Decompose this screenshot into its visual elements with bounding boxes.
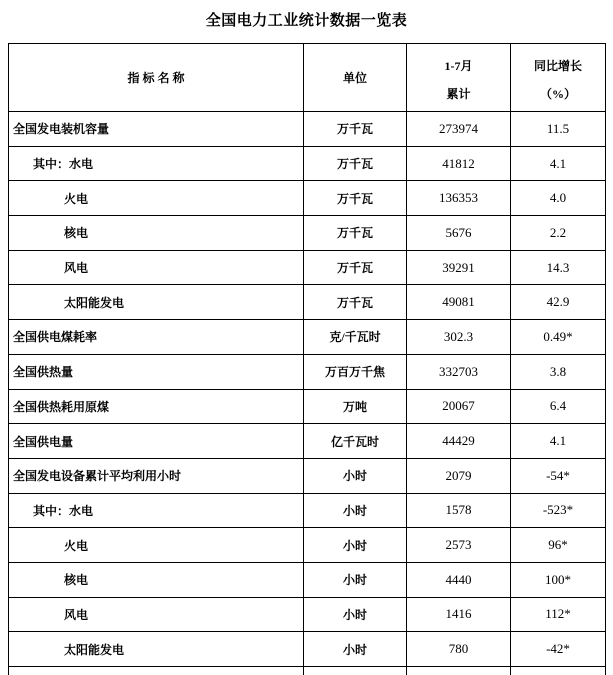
table-row [9, 181, 606, 216]
header-period [407, 44, 511, 112]
indicator-cell: 风电 [9, 250, 304, 285]
growth-cell: -54* [511, 458, 606, 493]
header-unit-label: 单位 [342, 71, 367, 85]
unit-cell: 小时 [304, 632, 407, 667]
value-cell: 2079 [407, 458, 511, 493]
growth-cell: 2.2 [511, 216, 606, 251]
unit-cell: 小时 [304, 458, 407, 493]
indicator-cell: 其中：水电 [9, 493, 304, 528]
unit-cell [304, 667, 407, 675]
unit-cell: 万千瓦 [304, 250, 407, 285]
value-cell: 49081 [407, 285, 511, 320]
indicator-cell [9, 667, 304, 675]
indicator-cell: 核电 [9, 216, 304, 251]
header-yoy [511, 44, 606, 112]
growth-cell: 96* [511, 528, 606, 563]
unit-cell: 万千瓦 [304, 112, 407, 147]
indicator-cell: 全国发电装机容量 [9, 112, 304, 147]
indicator-cell: 全国供热量 [9, 354, 304, 389]
unit-cell: 万千瓦 [304, 216, 407, 251]
value-cell: 41812 [407, 146, 511, 181]
value-cell: 4440 [407, 562, 511, 597]
growth-cell: 4.1 [511, 424, 606, 459]
growth-cell: -523* [511, 493, 606, 528]
value-cell: 20067 [407, 389, 511, 424]
table-row [9, 285, 606, 320]
growth-cell: 11.5 [511, 112, 606, 147]
indicator-cell: 全国供电量 [9, 424, 304, 459]
indicator-cell: 核电 [9, 562, 304, 597]
indicator-cell: 太阳能发电 [9, 285, 304, 320]
table-row [9, 528, 606, 563]
header-indicator [9, 44, 304, 112]
header-yoy-line2: （%） [539, 87, 576, 101]
value-cell: 273974 [407, 112, 511, 147]
header-period-line1: 1-7月 [444, 59, 473, 73]
growth-cell: 112* [511, 597, 606, 632]
unit-cell: 小时 [304, 493, 407, 528]
unit-cell: 万千瓦 [304, 146, 407, 181]
indicator-cell: 全国发电设备累计平均利用小时 [9, 458, 304, 493]
table-row [9, 632, 606, 667]
unit-cell: 小时 [304, 562, 407, 597]
unit-cell: 亿千瓦时 [304, 424, 407, 459]
indicator-cell: 太阳能发电 [9, 632, 304, 667]
unit-cell: 万百万千焦 [304, 354, 407, 389]
indicator-cell: 其中：水电 [9, 146, 304, 181]
value-cell: 302.3 [407, 320, 511, 355]
unit-cell: 万千瓦 [304, 285, 407, 320]
value-cell: 5676 [407, 216, 511, 251]
indicator-cell: 风电 [9, 597, 304, 632]
table-row-partial [9, 667, 606, 675]
value-cell: 1416 [407, 597, 511, 632]
table-row [9, 389, 606, 424]
growth-cell: 6.4 [511, 389, 606, 424]
unit-cell: 小时 [304, 597, 407, 632]
table-row [9, 597, 606, 632]
table-body [9, 112, 606, 675]
growth-cell: 100* [511, 562, 606, 597]
unit-cell: 万千瓦 [304, 181, 407, 216]
table-row [9, 458, 606, 493]
table-row [9, 424, 606, 459]
growth-cell: 3.8 [511, 354, 606, 389]
growth-cell: -42* [511, 632, 606, 667]
header-indicator-label: 指 标 名 称 [127, 71, 185, 85]
value-cell: 2573 [407, 528, 511, 563]
indicator-cell: 全国供电煤耗率 [9, 320, 304, 355]
growth-cell [511, 667, 606, 675]
table-row [9, 354, 606, 389]
table-row [9, 112, 606, 147]
header-yoy-line1: 同比增长 [533, 59, 582, 73]
table-row [9, 146, 606, 181]
indicator-cell: 火电 [9, 181, 304, 216]
indicator-cell: 全国供热耗用原煤 [9, 389, 304, 424]
value-cell: 780 [407, 632, 511, 667]
value-cell: 136353 [407, 181, 511, 216]
unit-cell: 万吨 [304, 389, 407, 424]
growth-cell: 0.49* [511, 320, 606, 355]
table-row [9, 250, 606, 285]
value-cell: 1578 [407, 493, 511, 528]
growth-cell: 42.9 [511, 285, 606, 320]
value-cell [407, 667, 511, 675]
table-row [9, 320, 606, 355]
table-row [9, 562, 606, 597]
unit-cell: 小时 [304, 528, 407, 563]
header-unit [304, 44, 407, 112]
header-row [9, 44, 606, 112]
value-cell: 44429 [407, 424, 511, 459]
table-row [9, 493, 606, 528]
growth-cell: 4.1 [511, 146, 606, 181]
value-cell: 332703 [407, 354, 511, 389]
growth-cell: 4.0 [511, 181, 606, 216]
statistics-table [8, 43, 606, 675]
indicator-cell: 火电 [9, 528, 304, 563]
growth-cell: 14.3 [511, 250, 606, 285]
value-cell: 39291 [407, 250, 511, 285]
unit-cell: 克/千瓦时 [304, 320, 407, 355]
header-period-line2: 累计 [446, 87, 471, 101]
page-title: 全国电力工业统计数据一览表 [205, 13, 408, 29]
table-row [9, 216, 606, 251]
